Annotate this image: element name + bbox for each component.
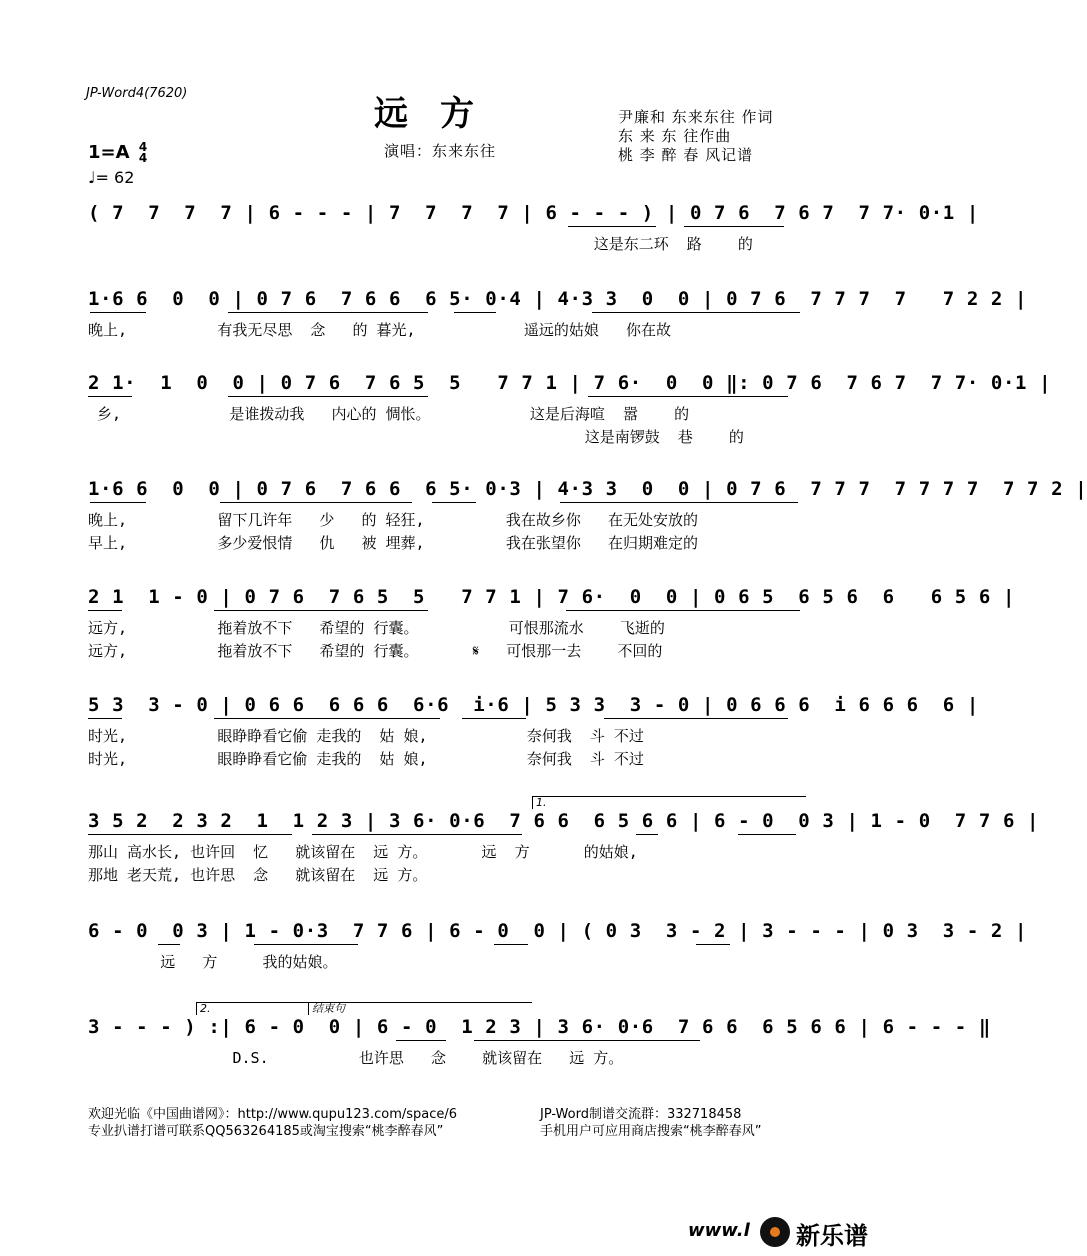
beam: [604, 718, 788, 719]
time-signature: [139, 142, 147, 164]
watermark-logo-icon: [760, 1217, 790, 1247]
lyrics-row-9-v1: D.S. 也许思 念 就该留在 远 方。: [88, 1049, 624, 1067]
score-row-5: [0, 584, 1015, 694]
key-signature: [88, 142, 147, 164]
software-tag: JP-Word4(7620): [86, 86, 188, 101]
beam: [560, 502, 798, 503]
singer-line: 演唱：东来东往: [384, 142, 497, 160]
beam: [432, 502, 476, 503]
footer-mobile-line: 手机用户可应用商店搜索“桃李醉春风”: [540, 1124, 762, 1139]
beam: [158, 944, 180, 945]
beam: [474, 1040, 700, 1041]
beam: [494, 944, 528, 945]
beam: [88, 610, 122, 611]
beam: [588, 396, 788, 397]
notes-row-4: 1·6 6 0 0 | 0 7 6 7 6 6 6 5· 0·3 | 4·3 3 0 0 | 0 7 6 7 7 7 7 7 7 7 7 7 2 |: [88, 478, 1087, 500]
score-row-6: [0, 692, 979, 802]
lyrics-row-5-v1: 远方, 拖着放不下 希望的 行囊。 可恨那流水 飞逝的: [88, 619, 665, 637]
credits: [618, 108, 774, 165]
lyrics-row-4-v2: 早上, 多少爱恨情 仇 被 埋葬, 我在张望你 在归期难定的: [88, 534, 698, 552]
lyrics-row-6-v2: 时光, 眼睁睁看它偷 走我的 姑 娘, 奈何我 斗 不过: [88, 750, 644, 768]
song-title: 远方: [374, 94, 506, 134]
lyrics-row-8-v1: 远 方 我的姑娘。: [88, 953, 338, 971]
footer-group-line: JP-Word制谱交流群：332718458: [540, 1107, 742, 1122]
notes-row-3: 2 1· 1 0 0 | 0 7 6 7 6 5 5 7 7 1 | 7 6· 0 0 ‖: 0 7 6 7 6 7 7 7· 0·1 |: [88, 372, 1052, 394]
coda-bracket: 结束句: [308, 1002, 532, 1015]
key-label: 1=A: [88, 142, 130, 163]
beam: [696, 944, 730, 945]
score-row-3: [0, 370, 1052, 480]
notes-row-2: 1·6 6 0 0 | 0 7 6 7 6 6 6 5· 0·4 | 4·3 3 0 0 | 0 7 6 7 7 7 7 7 2 2 |: [88, 288, 1028, 310]
notes-row-7: 3 5 2 2 3 2 1 1 2 3 | 3 6· 0·6 7 6 6 6 5 6 6 | 6 - 0 0 3 | 1 - 0 7 7 6 |: [88, 810, 1040, 832]
beam: [566, 610, 800, 611]
beam: [568, 226, 656, 227]
lyrics-row-5-v2: 远方, 拖着放不下 希望的 行囊。 𝄋 可恨那一去 不回的: [88, 642, 663, 660]
notes-row-9: 3 - - - ) :| 6 - 0 0 | 6 - 0 1 2 3 | 3 6· 0·6 7 6 6 6 5 6 6 | 6 - - - ‖: [88, 1016, 991, 1038]
lyrics-row-4-v1: 晚上, 留下几许年 少 的 轻狂, 我在故乡你 在无处安放的: [88, 511, 698, 529]
notes-row-1: ( 7 7 7 7 | 6 - - - | 7 7 7 7 | 6 - - - ) | 0 7 6 7 6 7 7 7· 0·1 |: [88, 202, 979, 224]
lyrics-row-1-v1: 这是东二环 路 的: [88, 235, 753, 253]
beam: [396, 1040, 446, 1041]
notes-row-6: 5 3 3 - 0 | 0 6 6 6 6 6 6·6 i·6 | 5 3 3 3 - 0 | 0 6 6 6 i 6 6 6 6 |: [88, 694, 979, 716]
beam: [592, 312, 800, 313]
footer-left: [88, 1106, 457, 1140]
beam: [220, 502, 412, 503]
watermark-brand: 新乐谱: [796, 1222, 868, 1250]
beam: [90, 312, 146, 313]
beam: [738, 834, 796, 835]
volta-second-ending: 2.: [196, 1002, 308, 1015]
beam: [90, 502, 146, 503]
beam: [684, 226, 784, 227]
beam: [636, 834, 658, 835]
credit-lyricist: 尹廉和 东来东往 作词: [618, 108, 774, 126]
score-row-7: [0, 796, 1040, 918]
credit-composer: 东 来 东 往作曲: [618, 127, 732, 145]
time-bottom: 4: [138, 151, 148, 165]
footer-contact-line: 专业扒谱打谱可联系QQ563264185或淘宝搜索“桃李醉春风”: [88, 1124, 444, 1139]
lyrics-row-3-v1: 乡, 是谁拨动我 内心的 惆怅。 这是后海喧 嚣 的: [88, 405, 690, 423]
credit-transcriber: 桃 李 醉 春 风记谱: [618, 146, 754, 164]
lyrics-row-7-v1: 那山 高水长, 也许回 忆 就该留在 远 方。 远 方 的姑娘,: [88, 843, 638, 861]
beam: [228, 396, 428, 397]
notes-row-5: 2 1 1 - 0 | 0 7 6 7 6 5 5 7 7 1 | 7 6· 0 0 | 0 6 5 6 5 6 6 6 5 6 |: [88, 586, 1015, 608]
beam: [88, 834, 292, 835]
beam: [214, 718, 440, 719]
footer-right: [540, 1106, 761, 1140]
time-top: 4: [138, 140, 148, 154]
beam: [454, 312, 496, 313]
beam: [214, 610, 428, 611]
watermark-url: www.l: [688, 1220, 750, 1241]
beam: [228, 312, 428, 313]
tempo-marking: ♩= 62: [88, 168, 135, 187]
beam: [88, 396, 132, 397]
lyrics-row-7-v2: 那地 老天荒, 也许思 念 就该留在 远 方。: [88, 866, 428, 884]
beam: [312, 834, 522, 835]
notes-row-8: 6 - 0 0 3 | 1 - 0·3 7 7 6 | 6 - 0 0 | ( 0 3 3 - 2 | 3 - - - | 0 3 3 - 2 |: [88, 920, 1028, 942]
beam: [88, 718, 122, 719]
volta-first-ending: 1.: [532, 796, 806, 809]
lyrics-row-6-v1: 时光, 眼睁睁看它偷 走我的 姑 娘, 奈何我 斗 不过: [88, 727, 644, 745]
footer-site-line: 欢迎光临《中国曲谱网》：http://www.qupu123.com/space/6: [88, 1107, 458, 1122]
lyrics-row-2-v1: 晚上, 有我无尽思 念 的 暮光, 遥远的姑娘 你在故: [88, 321, 672, 339]
score-row-4: [0, 476, 1087, 586]
beam: [254, 944, 358, 945]
lyrics-row-3-v2: 这是南锣鼓 巷 的: [88, 428, 744, 446]
beam: [462, 718, 526, 719]
